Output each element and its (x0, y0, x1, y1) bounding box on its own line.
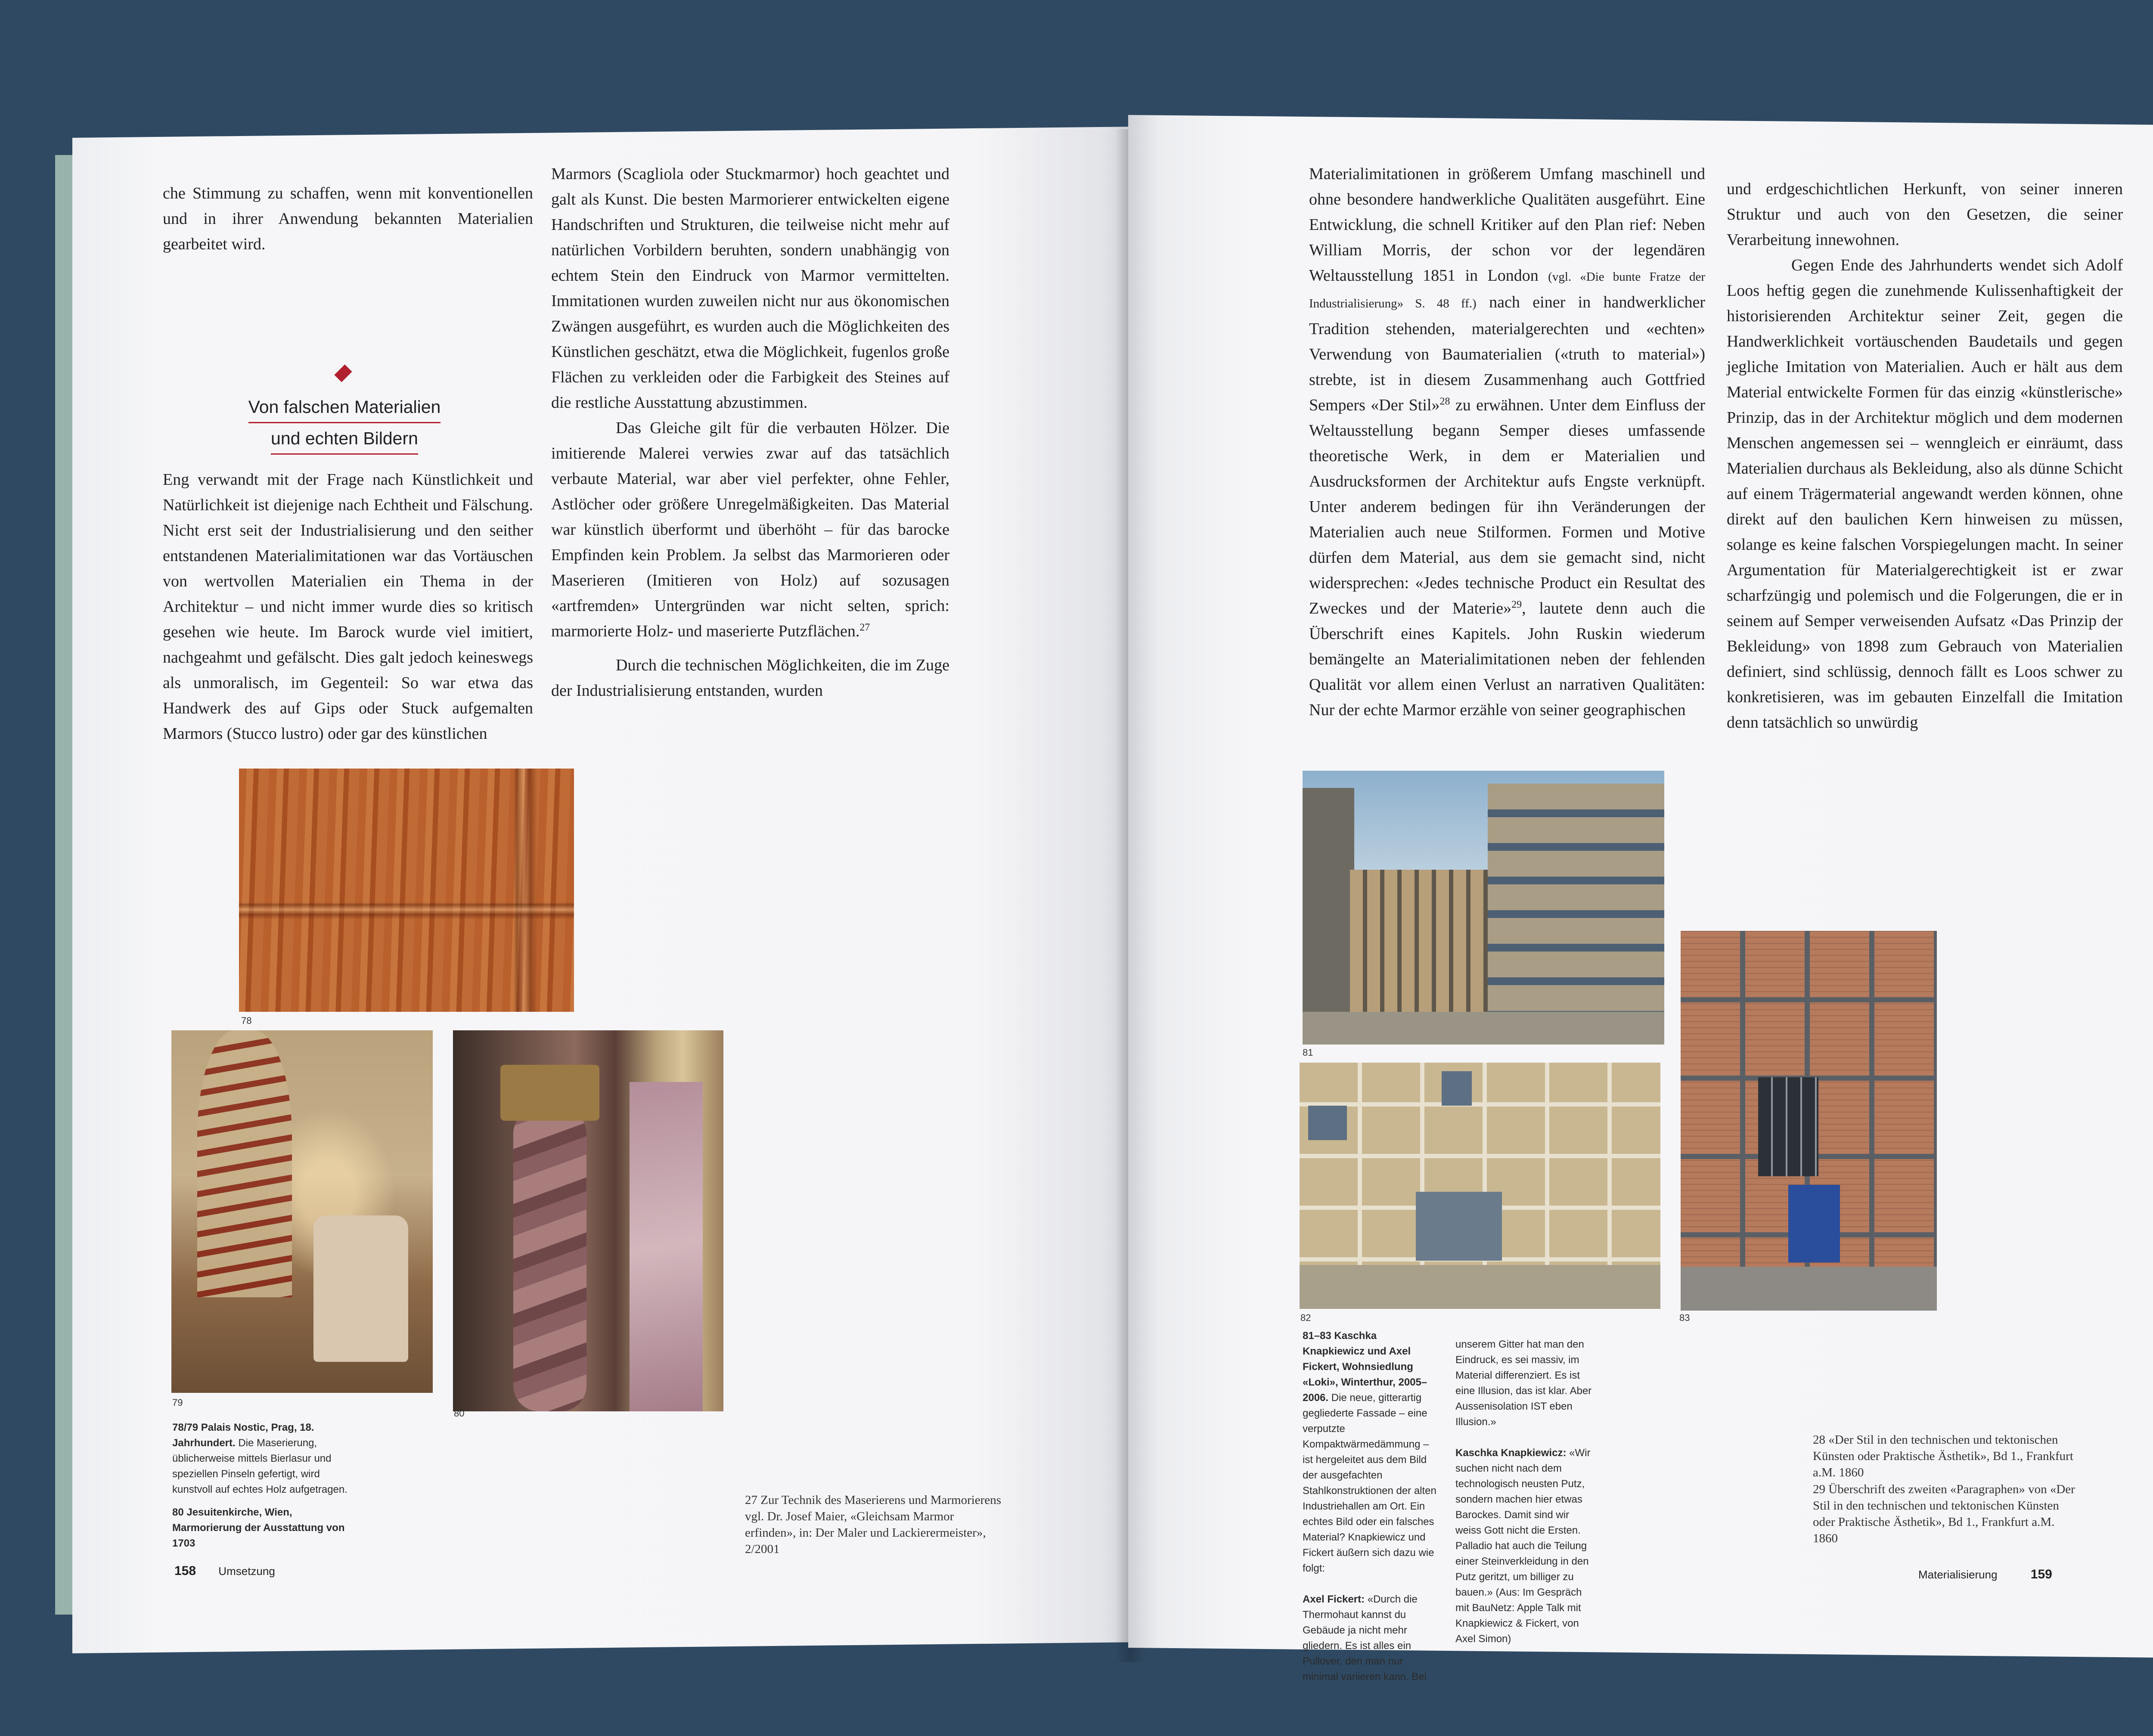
building-left-wall (1303, 788, 1354, 1045)
hall-window (1758, 1077, 1818, 1176)
footnote-29: 29 Überschrift des zweiten «Paragraphen» von «Der Stil in den technischen und tektonischen Künsten oder Praktische Ästhetik», Bd 1., Frankfurt a.M. 1860 (1813, 1482, 2075, 1545)
right-col1-reference: (vgl. «Die bunte Fratze der Industrialisierung» S. 48 ff.) (1309, 270, 1705, 310)
caption-81-83-part-2 (1455, 1337, 1593, 1647)
column-capital (500, 1065, 599, 1121)
heading-line-1: Von falschen Materialien (248, 392, 441, 423)
caption-81-83-part-1 (1303, 1328, 1440, 1685)
building-tall-block (1488, 784, 1664, 1045)
figure-number-82: 82 (1300, 1312, 1311, 1323)
twisted-column (513, 1108, 586, 1411)
photo-wood-grain-panel (239, 769, 574, 1012)
caption-81-83-title: 81–83 Kaschka Knapkiewicz und Axel Fickert, Wohnsiedlung «Loki», Winterthur, 2005–2006. (1303, 1330, 1427, 1404)
right-column-2 (1727, 177, 2123, 735)
caption-78-79 (172, 1420, 362, 1497)
facade-window-2 (1442, 1071, 1472, 1106)
marbled-pilaster (630, 1082, 703, 1411)
folio-right (1918, 1567, 2052, 1582)
caption-quote-continued: unserem Gitter hat man den Eindruck, es sei massiv, im Material differenziert. Es ist eine Illusion, das ist klar. Aber Aussenisolation IST eben Illusion.» (1455, 1339, 1592, 1428)
caption-78-79-text: Die Maserierung, üblicherweise mittels Bierlasur und speziellen Pinseln gefertigt, wird kunstvoll auf echtes Holz aufgetragen. (172, 1437, 347, 1495)
figure-number-79: 79 (172, 1397, 183, 1408)
caption-80 (172, 1505, 362, 1551)
right-col1-text-a: Materialimitationen in größerem Umfang maschinell und ohne besondere handwerkliche Qualitäten ausgeführt. Eine Entwicklung, die schnell Kritiker auf den Plan rief: Neben William Morris, der schon vor der legendären Weltausstellung 1851 in London (1309, 165, 1705, 285)
left-column-1 (163, 181, 533, 257)
caption-81-83-text: Die neue, gitterartig gegliederte Fassade – eine verputzte Kompaktwärmedämmung – ist hergeleitet aus dem Bild der ausgefachten Stahlkonstruktionen der alten Industriehallen am Ort. Ein echtes Bild oder ein falsches Material? Knapkiewicz und Fickert äußern sich dazu wie folgt: (1303, 1392, 1436, 1574)
left-column-2 (551, 161, 949, 704)
caption-quote-knapkiewicz-label: Kaschka Knapkiewicz: (1455, 1447, 1567, 1459)
figure-number-80: 80 (454, 1408, 465, 1419)
footnote-28: 28 «Der Stil in den technischen und tektonischen Künsten oder Praktische Ästhetik», Bd 1., Frankfurt a.M. 1860 (1813, 1433, 2073, 1479)
photo-brick-steel-hall (1681, 931, 1937, 1311)
left-col2-paragraph-3: Durch die technischen Möglichkeiten, die im Zuge der Industrialisierung entstanden, wurden (551, 656, 949, 700)
page-number-right: 159 (2030, 1567, 2052, 1581)
folio-left (174, 1564, 275, 1578)
building-long-block (1350, 870, 1492, 1012)
right-col1-text-c: zu erwähnen. Unter dem Einfluss der Weltausstellung begann Semper dieses umfassende theoretische Werk, in dem er Materialien und Ausdrucksformen der Architektur aufs Engste verknüpft. Unter anderem bedingen für ihn Veränderungen der Materialien auch neue Stilformen. Formen und Motive dürfen dem Material, aus dem sie gemacht sind, nicht widersprechen: «Jedes technische Product ein Resultat des Zweckes und der Materie» (1309, 396, 1705, 617)
caption-quote-knapkiewicz: «Wir suchen nicht nach dem technologisch neusten Putz, sondern machen hier etwas Barockes. Damit sind wir weiss Gott nicht die Ersten. Palladio hat auch die Teilung einer Steinverkleidung in den Putz geritzt, um billiger zu bauen.» (1455, 1447, 1591, 1598)
caption-source: (Aus: Im Gespräch mit BauNetz: Apple Talk mit Knapkiewicz & Fickert, von Axel Simon) (1455, 1587, 1582, 1645)
footnote-ref-28: 28 (1439, 396, 1450, 407)
photo-housing-block-street (1303, 771, 1664, 1045)
caption-80-title: 80 Jesuitenkirche, Wien, Marmorierung der Ausstattung von 1703 (172, 1507, 345, 1549)
left-col2-paragraph-1: Marmors (Scagliola oder Stuckmarmor) hoch geachtet und galt als Kunst. Die besten Marmorierer entwickelten eigene Handschriften und Strukturen, die teilweise nicht mehr auf natürlichen Vorbildern beruhten, sondern unabhängig von echtem Stein den Eindruck von Marmor vermittelten. Immitationen wurden zuweilen nicht nur aus ökonomischen Zwängen ausgeführt, es wurden auch die Möglichkeiten des Künstlichen geschätzt, etwa die Möglichkeit, fugenlos große Flächen zu verkleiden oder die Farbigkeit des Steines auf die restliche Ausstattung abzustimmen. (551, 165, 949, 412)
footnote-ref-27: 27 (859, 622, 870, 633)
right-column-1 (1309, 161, 1705, 723)
page-number-left: 158 (174, 1564, 196, 1578)
caption-quote-fickert: «Durch die Thermohaut kannst du Gebäude ja nicht mehr gliedern. Es ist alles ein Pullover, den man nur minimal variieren kann. Bei (1303, 1593, 1427, 1683)
caption-78-79-title: 78/79 Palais Nostic, Prag, 18. Jahrhundert. (172, 1422, 314, 1449)
facade-window-1 (1308, 1106, 1347, 1140)
section-heading (224, 392, 465, 455)
right-col2-paragraph-1: und erdgeschichtlichen Herkunft, von seiner inneren Struktur und auch von den Gesetzen, die seiner Verarbeitung innewohnen. (1727, 180, 2123, 249)
street (1303, 1012, 1664, 1045)
right-col1-paragraph (1309, 161, 1705, 723)
footnote-27: 27 Zur Technik des Maserierens und Marmorierens vgl. Dr. Josef Maier, «Gleichsam Marmor erfinden», in: Der Maler und Lackierermeister», 2/2001 (745, 1493, 1001, 1556)
left-col1-paragraph-2: Eng verwandt mit der Frage nach Künstlichkeit und Natürlichkeit ist diejenige nach Echtheit und Fälschung. Nicht erst seit der Industrialisierung und den seither entstandenen Materialimitationen war das Vortäuschen von wertvollen Materialien ein Thema in der Architektur – und nicht immer wurde dies so kritisch gesehen wie heute. Im Barock wurde viel imitiert, nachgeahmt und gefälscht. Dies galt jedoch keineswegs als unmoralisch, im Gegenteil: So war etwa das Handwerk des auf Gips oder Stuck aufgemalten Marmors (Stucco lustro) oder gar des künstlichen (163, 471, 533, 743)
photo-spiral-staircase (171, 1030, 433, 1393)
hall-ground (1681, 1267, 1937, 1311)
left-col1-paragraph-1: che Stimmung zu schaffen, wenn mit konventionellen und in ihrer Anwendung bekannten Materialien gearbeitet wird. (163, 184, 533, 253)
left-col2-paragraph-2 (551, 415, 949, 644)
figure-number-83: 83 (1679, 1312, 1690, 1323)
right-col1-text-b: nach einer in handwerklicher Tradition stehenden, materialgerechten und «echten» Verwendung von Baumaterialien («truth to material») strebte, ist in diesem Zusammenhang auch Gottfried Sempers «Der Stil» (1309, 293, 1705, 414)
left-column-1-body (163, 467, 533, 747)
running-head-right: Materialisierung (1918, 1568, 1998, 1581)
photo-grid-facade (1300, 1063, 1660, 1309)
figure-number-78: 78 (241, 1015, 252, 1026)
footnote-ref-29: 29 (1511, 599, 1522, 611)
right-col2-paragraph-2: Gegen Ende des Jahrhunderts wendet sich Adolf Loos heftig gegen die zunehmende Kulissenhaftigkeit der historisierenden Architektur seiner Zeit, gegen die Handwerklichkeit vortäuschenden Baudetails und gegen jegliche Imitation von Materialien. Auch er hält aus dem Material entwickelte Formen für das einzig «künstlerische» Prinzip, das in der Architektur möglich und dem modernen Menschen angemessen sei – wenngleich er einräumt, dass Materialien durchaus als Bekleidung, also als dünne Schicht auf einem Trägermaterial angewandt werden können, ohne direkt auf den baulichen Kern hinweisen zu müssen, solange es keine falschen Vorspiegelungen macht. In seiner Argumentation für Materialgerechtigkeit ist er zwar scharfzüngig und polemisch und die Folgerungen, die er in seinem auf Semper verweisenden Aufsatz «Das Prinzip der Bekleidung» von 1898 zum Gebrauch von Materialien definiert, sind schlüssig, dennoch fällt es Loos schwer zu konkretisieren, was im gebauten Einzelfall die Imitation denn tatsächlich so unwürdig (1727, 256, 2123, 732)
photo-marble-column (453, 1030, 723, 1411)
figure-number-81: 81 (1303, 1047, 1313, 1058)
heading-line-2: und echten Bildern (271, 423, 418, 455)
armchair (313, 1215, 408, 1362)
facade-courtyard (1300, 1265, 1660, 1309)
running-head-left: Umsetzung (218, 1565, 275, 1578)
caption-quote-fickert-label: Axel Fickert: (1303, 1593, 1365, 1605)
left-col2-paragraph-2-text: Das Gleiche gilt für die verbauten Hölzer. Die imitierende Malerei verwies zwar auf das tatsächlich verbaute Material, war aber viel perfekter, ohne Fehler, Astlöcher oder größere Unregelmäßigkeiten. Das Material war künstlich überformt und überhöht – für das barocke Empfinden kein Problem. Ja selbst das Marmorieren oder Maserieren (Imitieren von Holz) auf sozusagen «artfremden» Untergründen war nicht selten, sprich: marmorierte Holz- und maserierte Putzflächen. (551, 419, 949, 640)
staircase-spiral (197, 1030, 292, 1297)
right-col1-text-d: , lautete denn auch die Überschrift eines Kapitels. John Ruskin wiederum bemängelte an Materialimitationen neben der fehlenden Qualität vor allem einen Verlust an narrativen Qualitäten: Nur der echte Marmor erzähle von seiner geographischen (1309, 599, 1706, 719)
facade-window-3 (1416, 1192, 1502, 1261)
hall-blue-door (1788, 1185, 1840, 1262)
